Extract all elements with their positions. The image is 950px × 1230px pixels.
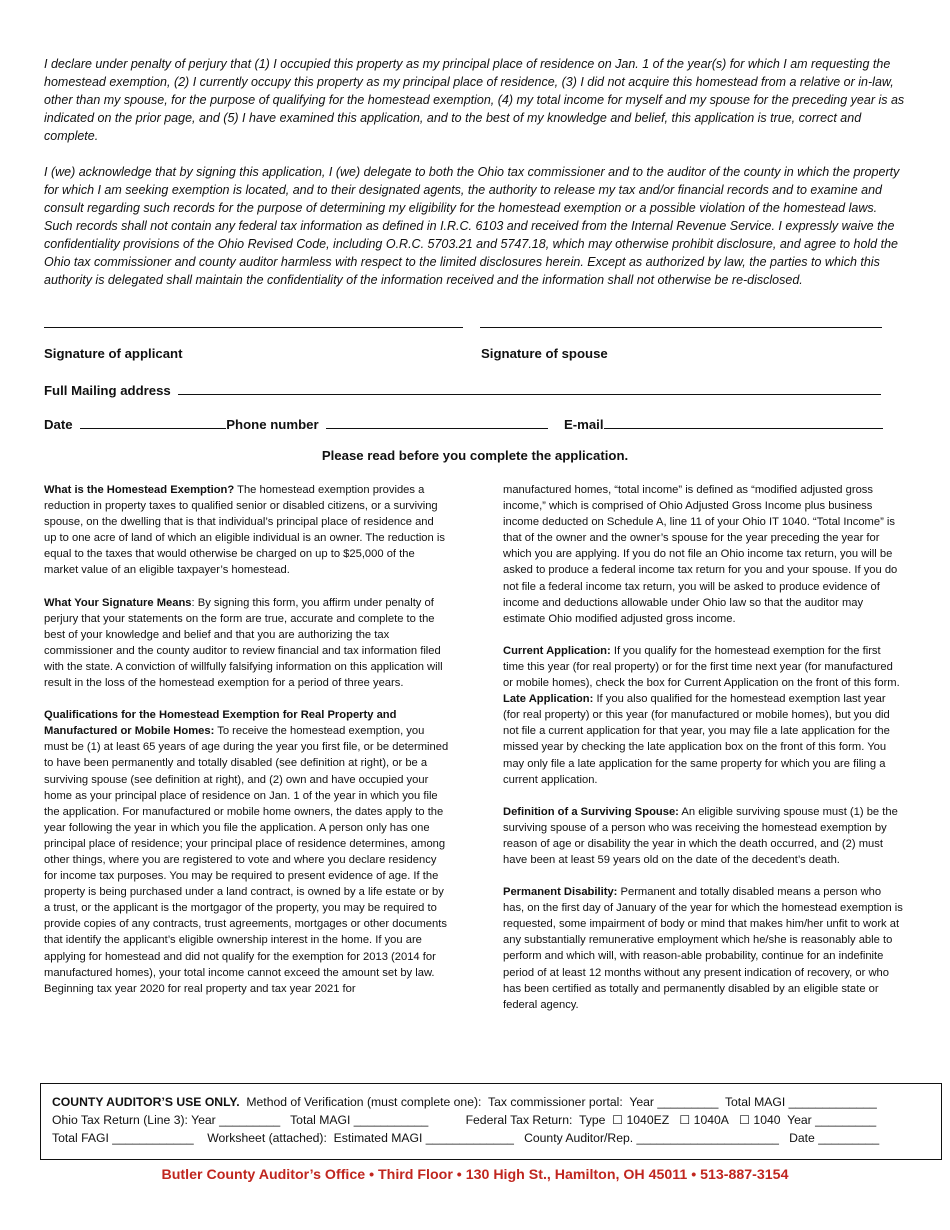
estimated-magi-field[interactable]: _____________ — [425, 1131, 514, 1145]
portal-magi-label: Total MAGI — [724, 1095, 786, 1109]
late-application-heading: Late Application: — [503, 693, 594, 706]
applicant-signature-line[interactable] — [44, 327, 463, 328]
income-paragraph: manufactured homes, “total income” is defined as “modified adjusted gross income,” which is comprised of Ohio Adjusted Gross Income plus business income deducted on Schedule A, line 11 of your Ohio IT 1040. “Total Income” is that of the owner and the owner’s spouse for the year preceding the year for which you are applying. If you do not file an Ohio income tax return, you will be asked to produce a federal income tax return for you and your spouse. If you do not file a federal income tax return, you will be asked to produce evidence of income and deductions allowable under Ohio law so that the auditor may estimate Ohio modified adjusted gross income. — [503, 484, 898, 625]
federal-type-label: Type — [578, 1113, 606, 1127]
spouse-signature-line[interactable] — [480, 327, 882, 328]
auditor-date-label: Date — [789, 1131, 815, 1145]
federal-year-field[interactable]: _________ — [815, 1113, 877, 1127]
homestead-paragraph — [44, 482, 449, 579]
ohio-return-label: Ohio Tax Return (Line 3): Year — [52, 1113, 216, 1127]
mailing-address-label: Full Mailing address — [44, 383, 171, 398]
auditor-line-1 — [52, 1095, 877, 1109]
applicant-signature-label: Signature of applicant — [44, 346, 183, 361]
worksheet-label: Worksheet (attached): — [207, 1131, 327, 1145]
surviving-spouse-paragraph — [503, 804, 903, 868]
spouse-signature-label: Signature of spouse — [481, 346, 608, 361]
checkbox-1040a[interactable]: ☐ — [679, 1113, 691, 1127]
estimated-magi-label: Estimated MAGI — [333, 1131, 423, 1145]
info-right-column — [503, 482, 903, 1013]
homestead-heading: What is the Homestead Exemption? — [44, 484, 235, 496]
email-label: E-mail — [563, 417, 604, 432]
portal-label: Tax commissioner portal: — [488, 1095, 623, 1109]
read-before-notice: Please read before you complete the application. — [321, 448, 629, 463]
mailing-address-row — [44, 380, 881, 398]
label-1040a: 1040A — [693, 1113, 729, 1127]
auditor-date-field[interactable]: _________ — [818, 1131, 880, 1145]
signature-meaning-heading: What Your Signature Means — [44, 596, 192, 609]
info-left-column — [44, 482, 449, 997]
checkbox-1040ez[interactable]: ☐ — [612, 1113, 624, 1127]
auditor-rep-field[interactable]: _____________________ — [636, 1131, 779, 1145]
late-application-paragraph — [503, 691, 903, 788]
verification-method-label: Method of Verification (must complete one): — [246, 1095, 482, 1109]
surviving-spouse-heading: Definition of a Surviving Spouse: — [503, 805, 679, 818]
current-application-paragraph — [503, 643, 903, 691]
qualifications-heading: Qualifications for the Homestead Exemption for Real Property and Manufactured or Mobile Homes: — [44, 709, 397, 738]
county-auditor-box — [40, 1083, 942, 1160]
declaration-section — [44, 55, 906, 307]
permanent-disability-paragraph — [503, 884, 903, 1013]
auditor-line-2 — [52, 1113, 876, 1127]
declaration-paragraph-1: I declare under penalty of perjury that (1) I occupied this property as my principal place of residence on Jan. 1 of the year(s) for which I am requesting the homestead exemption, (2) I currently occupy this property as my principal place of residence, (3) I did not acquire this homestead from a relative or in-law, other than my spouse, for the purpose of qualifying for the homestead exemption, (4) my total income for myself and my spouse for the preceding year is as indicated on the prior page, and (5) I have examined this application, and to the best of my knowledge and belief, this application is true, correct and complete. — [44, 57, 905, 143]
date-label: Date — [44, 417, 73, 432]
portal-year-field[interactable]: _________ — [657, 1095, 719, 1109]
mailing-address-field[interactable] — [178, 380, 881, 395]
permanent-disability-heading: Permanent Disability: — [503, 886, 618, 899]
email-field[interactable] — [604, 414, 883, 429]
ohio-return-magi-label: Total MAGI — [290, 1113, 351, 1127]
declaration-paragraph-2: I (we) acknowledge that by signing this application, I (we) delegate to both the Ohio tax commissioner and to the auditor of the county in which the property for which I am seeking exemption is located, and to their designated agents, the authority to release my tax and/or financial records and to examine and consult regarding such records for the purpose of determining my eligibility for the homestead exemption or a possible violation of the homestead laws. Such records shall not contain any federal tax information as defined in I.R.C. 6103 and received from the Internal Revenue Service. I expressly waive the confidentiality provisions of the Ohio Revised Code, including O.R.C. 5703.21 and 5747.18, which may otherwise prohibit disclosure, and agree to hold the Ohio tax commissioner and county auditor harmless with respect to the limited disclosures herein. Except as authorized by law, the parties to which this authority is delegated shall maintain the confidentiality of the information received and the information shall not otherwise be re-disclosed. — [44, 165, 900, 287]
signature-meaning-paragraph — [44, 595, 449, 692]
phone-field[interactable] — [326, 414, 548, 429]
homestead-text: The homestead exemption provides a reduction in property taxes to qualified senior or disabled citizens, or a surviving spouse, on the dwelling that is that individual’s principal place of residence and up to one acre of land of which an eligible individual is an owner. The reduction is equal to the taxes that would otherwise be charged on up to $25,000 of the market value of an eligible taxpayer’s homestead. — [44, 484, 445, 577]
label-1040: 1040 — [753, 1113, 781, 1127]
contact-row — [44, 414, 883, 432]
qualifications-paragraph — [44, 707, 449, 997]
federal-year-label: Year — [787, 1113, 812, 1127]
ohio-return-year-field[interactable]: _________ — [219, 1113, 281, 1127]
portal-year-label: Year — [629, 1095, 654, 1109]
phone-label: Phone number — [226, 417, 319, 432]
ohio-return-magi-field[interactable]: ___________ — [353, 1113, 429, 1127]
surviving-spouse-text: An eligible surviving spouse must (1) be the surviving spouse of a person who was receiving the homestead exemption by reason of age or disability the year in which the death occurred, and (2) must have been at least 59 years old on the date of the decedent’s death. — [503, 805, 898, 866]
auditor-line-3 — [52, 1131, 879, 1145]
auditor-rep-label: County Auditor/Rep. — [524, 1131, 634, 1145]
portal-magi-field[interactable]: _____________ — [788, 1095, 877, 1109]
late-application-text: If you also qualified for the homestead exemption last year (for real property) or this year (for manufactured or mobile homes), but you did not file a current application for that year, you may file a late application for the missed year by checking the late application box on the front of this form. You may only file a late application for the same property for which you are filing a current application. — [503, 693, 890, 786]
label-1040ez: 1040EZ — [626, 1113, 670, 1127]
auditor-title: COUNTY AUDITOR’S USE ONLY. — [52, 1095, 240, 1109]
total-fagi-field[interactable]: ____________ — [112, 1131, 194, 1145]
checkbox-1040[interactable]: ☐ — [739, 1113, 751, 1127]
total-fagi-label: Total FAGI — [52, 1131, 109, 1145]
qualifications-text: To receive the homestead exemption, you must be (1) at least 65 years of age during the year you first file, or be determined to have been permanently and totally disabled (see definition at right), or be a surviving spouse (see definition at right), and (2) own and have occupied your home as your principal place of residence on Jan. 1 of the year in which you file the application. For manufactured or mobile home owners, the dates apply to the year following the year in which you file the application. A person only has one principal place of residence; your principal place of residence determines, among other things, where you are registered to vote and where you declare residency for income tax purposes. You may be required to present evidence of age. If the property is being purchased under a land contract, is owned by a life estate or by a trust, or the applicant is the mortgagor of the property, you may be required to provide copies of any contracts, trust agreements, mortgages or other documents that identify the applicant’s eligible ownership interest in the home. If you are applying for homestead and did not qualify for the exemption for 2013 (2014 for manufactured homes), your total income cannot exceed the amount set by law. Beginning tax year 2020 for real property and tax year 2021 for — [44, 725, 449, 995]
signature-meaning-text: : By signing this form, you affirm under penalty of perjury that your statements on the form are true, accurate and complete to the best of your knowledge and belief and that you are authorizing the tax commissioner and the county auditor to review financial and tax information filed with the state. A conviction of willfully falsifying information on this application will result in the loss of the homestead exemption for a period of three years. — [44, 596, 443, 690]
federal-return-label: Federal Tax Return: — [465, 1113, 573, 1127]
office-footer: Butler County Auditor’s Office • Third Floor • 130 High St., Hamilton, OH 45011 • 513-887-3154 — [161, 1167, 789, 1183]
permanent-disability-text: Permanent and totally disabled means a person who has, on the first day of January of the year for which the homestead exemption is requested, some impairment of body or mind that makes him/her unfit to work at any substantially remunerative employment which he/she is reasonably able to perform and which will, with reason-able probability, continue for an indefinite period of at least 12 months without any present indication of recovery, or who has been certified as totally and permanently disabled by an eligible state or federal agency. — [503, 886, 903, 1011]
current-application-heading: Current Application: — [503, 644, 611, 657]
current-application-text: If you qualify for the homestead exemption for the first time this year (for real property) or for the first time next year (for manufactured or mobile homes), check the box for Current Application on the front of this form. — [503, 644, 900, 690]
date-field[interactable] — [80, 414, 226, 429]
